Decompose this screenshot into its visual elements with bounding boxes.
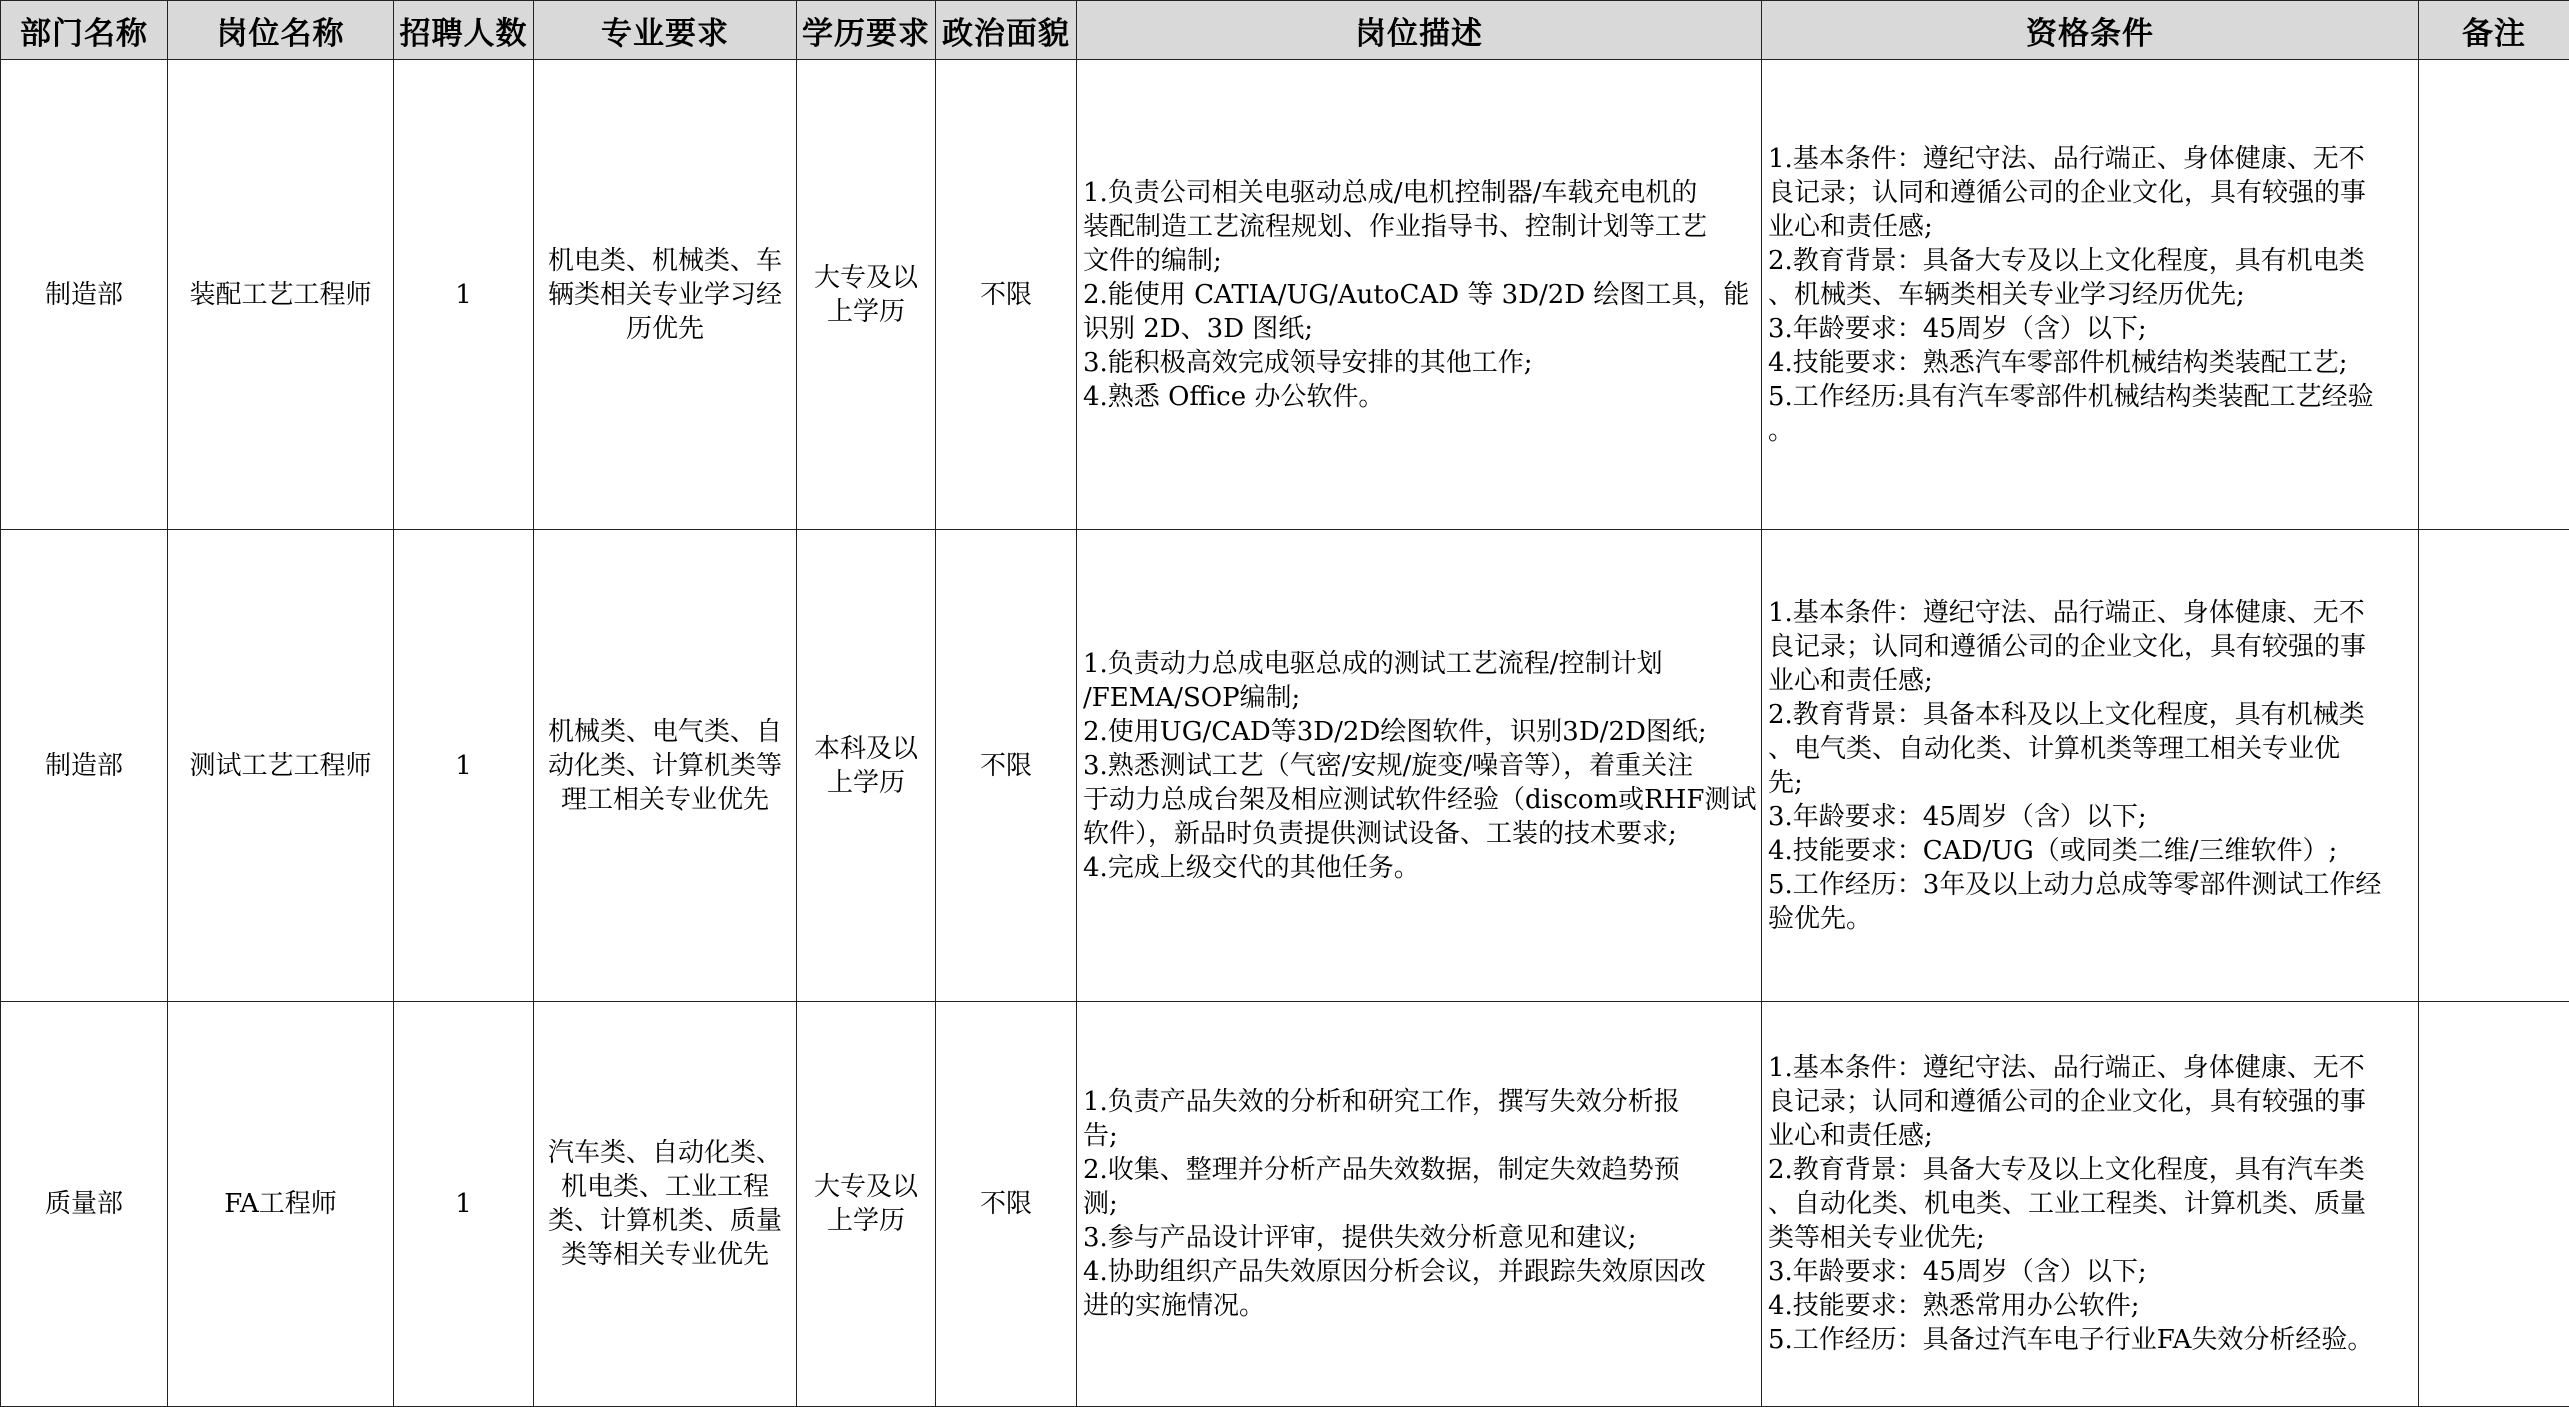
qualification-line: 2.教育背景：具备大专及以上文化程度，具有机电类 (1768, 244, 2412, 278)
description-line: 4.熟悉 Office 办公软件。 (1083, 380, 1755, 414)
cell-major: 汽车类、自动化类、机电类、工业工程类、计算机类、质量类等相关专业优先 (534, 1002, 797, 1407)
qualification-line: 2.教育背景：具备本科及以上文化程度，具有机械类 (1768, 698, 2412, 732)
qualification-line: 、机械类、车辆类相关专业学习经历优先; (1768, 278, 2412, 312)
qualification-line: 3.年龄要求：45周岁（含）以下; (1768, 800, 2412, 834)
description-line: 3.参与产品设计评审，提供失效分析意见和建议; (1083, 1221, 1755, 1255)
qualification-line: 2.教育背景：具备大专及以上文化程度，具有汽车类 (1768, 1153, 2412, 1187)
description-line: 于动力总成台架及相应测试软件经验（discom或RHF测试 (1083, 783, 1755, 817)
cell-political: 不限 (936, 1002, 1077, 1407)
qualification-line: 1.基本条件：遵纪守法、品行端正、身体健康、无不 (1768, 142, 2412, 176)
header-row (1, 1, 2569, 60)
description-line: 识别 2D、3D 图纸; (1083, 312, 1755, 346)
description-line: 软件），新品时负责提供测试设备、工装的技术要求; (1083, 817, 1755, 851)
cell-description (1077, 60, 1762, 530)
header-remarks: 备注 (2419, 1, 2569, 60)
cell-remarks (2419, 530, 2569, 1002)
cell-major: 机械类、电气类、自动化类、计算机类等理工相关专业优先 (534, 530, 797, 1002)
qualification-line: 5.工作经历:具有汽车零部件机械结构类装配工艺经验 (1768, 380, 2412, 414)
description-line: 1.负责产品失效的分析和研究工作，撰写失效分析报 (1083, 1085, 1755, 1119)
header-description: 岗位描述 (1077, 1, 1762, 60)
qualification-line: 良记录；认同和遵循公司的企业文化，具有较强的事 (1768, 1085, 2412, 1119)
cell-major: 机电类、机械类、车辆类相关专业学习经历优先 (534, 60, 797, 530)
qualification-line: 1.基本条件：遵纪守法、品行端正、身体健康、无不 (1768, 1051, 2412, 1085)
qualification-line: 4.技能要求：熟悉汽车零部件机械结构类装配工艺; (1768, 346, 2412, 380)
cell-position: 装配工艺工程师 (168, 60, 394, 530)
description-line: 1.负责动力总成电驱总成的测试工艺流程/控制计划 (1083, 647, 1755, 681)
cell-political: 不限 (936, 530, 1077, 1002)
qualification-line: 业心和责任感; (1768, 664, 2412, 698)
cell-education: 大专及以上学历 (797, 60, 936, 530)
description-line: 测; (1083, 1187, 1755, 1221)
description-line: 1.负责公司相关电驱动总成/电机控制器/车载充电机的 (1083, 176, 1755, 210)
cell-qualifications (1762, 530, 2419, 1002)
header-qualifications: 资格条件 (1762, 1, 2419, 60)
cell-education: 本科及以上学历 (797, 530, 936, 1002)
description-line: 文件的编制; (1083, 244, 1755, 278)
header-education: 学历要求 (797, 1, 936, 60)
description-line: 2.收集、整理并分析产品失效数据，制定失效趋势预 (1083, 1153, 1755, 1187)
cell-qualifications (1762, 1002, 2419, 1407)
cell-remarks (2419, 1002, 2569, 1407)
cell-education: 大专及以上学历 (797, 1002, 936, 1407)
table-row (1, 1002, 2569, 1407)
description-line: 4.协助组织产品失效原因分析会议，并跟踪失效原因改 (1083, 1255, 1755, 1289)
table-row (1, 530, 2569, 1002)
cell-department: 制造部 (1, 60, 168, 530)
qualification-line: 1.基本条件：遵纪守法、品行端正、身体健康、无不 (1768, 596, 2412, 630)
qualification-line: 良记录；认同和遵循公司的企业文化，具有较强的事 (1768, 176, 2412, 210)
qualification-line: 4.技能要求：熟悉常用办公软件; (1768, 1289, 2412, 1323)
cell-count: 1 (394, 60, 534, 530)
header-political: 政治面貌 (936, 1, 1077, 60)
description-line: 4.完成上级交代的其他任务。 (1083, 851, 1755, 885)
description-line: 告; (1083, 1119, 1755, 1153)
qualification-line: 验优先。 (1768, 902, 2412, 936)
qualification-line: 3.年龄要求：45周岁（含）以下; (1768, 1255, 2412, 1289)
cell-position: 测试工艺工程师 (168, 530, 394, 1002)
qualification-line: 业心和责任感; (1768, 210, 2412, 244)
cell-political: 不限 (936, 60, 1077, 530)
description-line: 3.熟悉测试工艺（气密/安规/旋变/噪音等），着重关注 (1083, 749, 1755, 783)
qualification-line: 。 (1768, 414, 2412, 448)
qualification-line: 业心和责任感; (1768, 1119, 2412, 1153)
cell-description (1077, 1002, 1762, 1407)
cell-position: FA工程师 (168, 1002, 394, 1407)
description-line: 2.使用UG/CAD等3D/2D绘图软件，识别3D/2D图纸; (1083, 715, 1755, 749)
cell-count: 1 (394, 530, 534, 1002)
qualification-line: 类等相关专业优先; (1768, 1221, 2412, 1255)
qualification-line: 先; (1768, 766, 2412, 800)
cell-remarks (2419, 60, 2569, 530)
description-line: 装配制造工艺流程规划、作业指导书、控制计划等工艺 (1083, 210, 1755, 244)
table-row (1, 60, 2569, 530)
header-major: 专业要求 (534, 1, 797, 60)
cell-department: 质量部 (1, 1002, 168, 1407)
description-line: 3.能积极高效完成领导安排的其他工作; (1083, 346, 1755, 380)
header-position: 岗位名称 (168, 1, 394, 60)
cell-description (1077, 530, 1762, 1002)
qualification-line: 3.年龄要求：45周岁（含）以下; (1768, 312, 2412, 346)
description-line: 2.能使用 CATIA/UG/AutoCAD 等 3D/2D 绘图工具，能 (1083, 278, 1755, 312)
qualification-line: 、自动化类、机电类、工业工程类、计算机类、质量 (1768, 1187, 2412, 1221)
qualification-line: 5.工作经历：具备过汽车电子行业FA失效分析经验。 (1768, 1323, 2412, 1357)
qualification-line: 良记录；认同和遵循公司的企业文化，具有较强的事 (1768, 630, 2412, 664)
qualification-line: 4.技能要求：CAD/UG（或同类二维/三维软件）; (1768, 834, 2412, 868)
qualification-line: 、电气类、自动化类、计算机类等理工相关专业优 (1768, 732, 2412, 766)
cell-qualifications (1762, 60, 2419, 530)
qualification-line: 5.工作经历：3年及以上动力总成等零部件测试工作经 (1768, 868, 2412, 902)
cell-department: 制造部 (1, 530, 168, 1002)
header-count: 招聘人数 (394, 1, 534, 60)
description-line: 进的实施情况。 (1083, 1289, 1755, 1323)
description-line: /FEMA/SOP编制; (1083, 681, 1755, 715)
cell-count: 1 (394, 1002, 534, 1407)
header-department: 部门名称 (1, 1, 168, 60)
